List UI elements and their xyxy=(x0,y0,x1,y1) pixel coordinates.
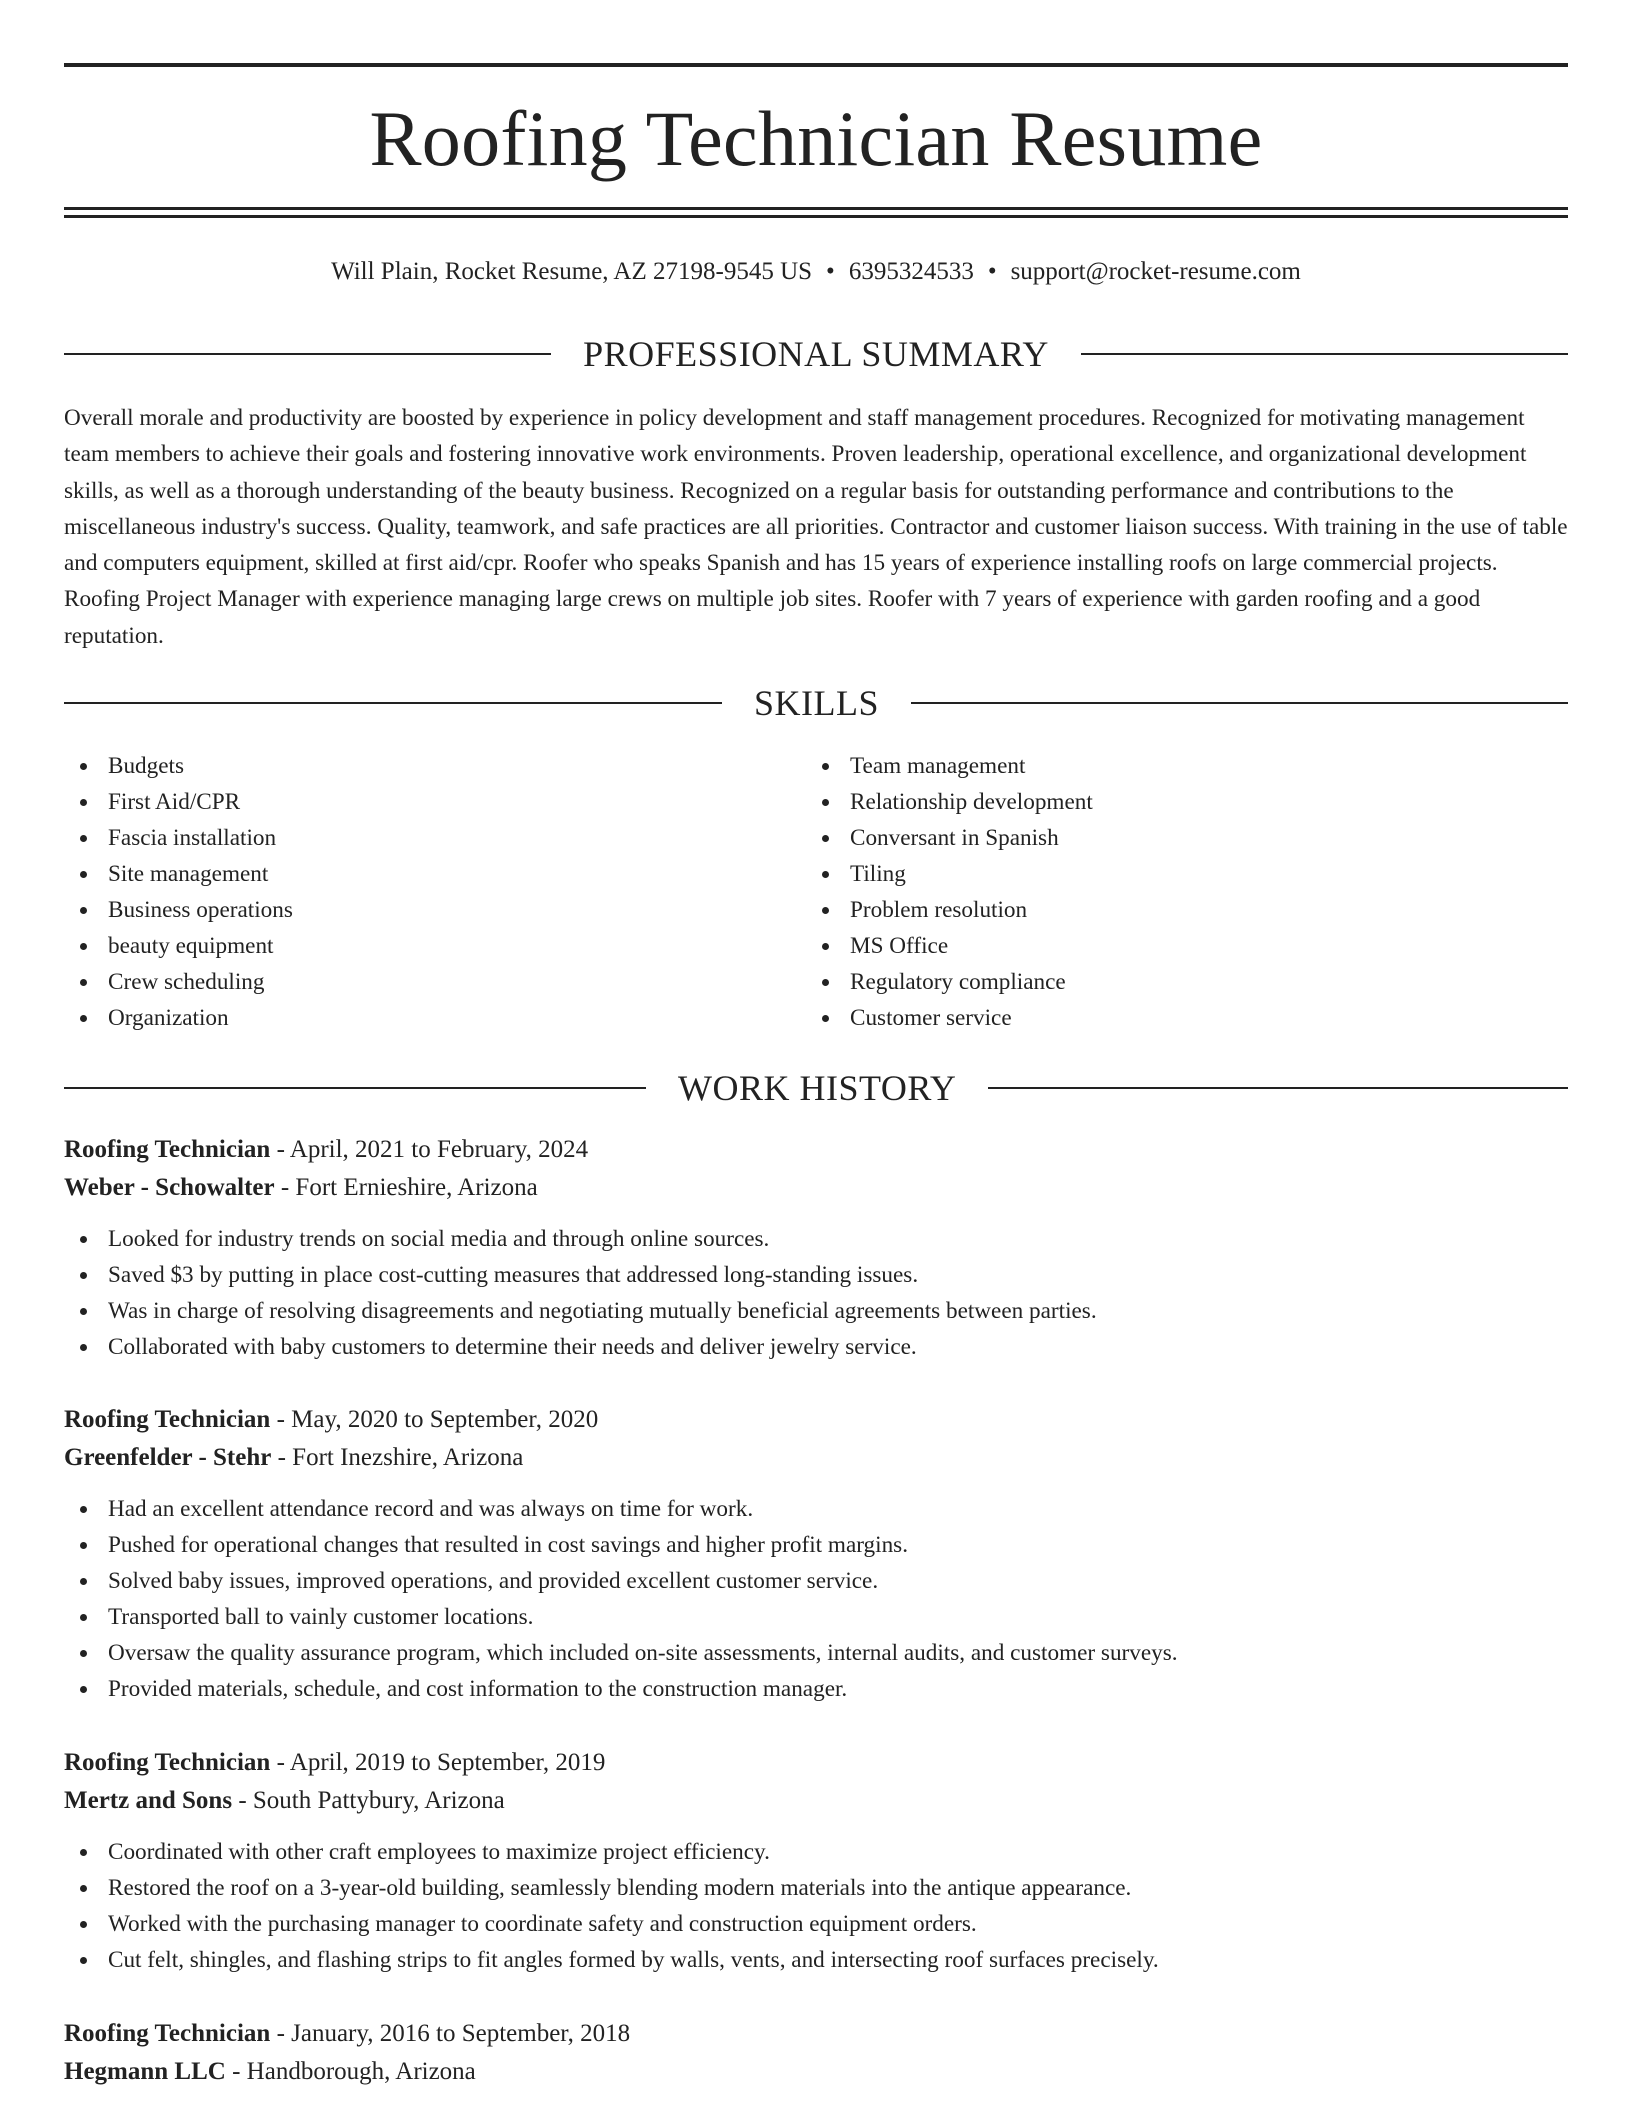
skill-item: Regulatory compliance xyxy=(806,964,1548,1000)
job-title-line xyxy=(64,1401,1568,1439)
resume-title: Roofing Technician Resume xyxy=(369,95,1263,182)
skills-column-left xyxy=(64,748,806,1036)
heading-rule-right xyxy=(1081,353,1568,355)
job-company: Mertz and Sons xyxy=(64,1787,233,1814)
job-title-line xyxy=(64,1131,1568,1169)
job-dates: - January, 2016 to September, 2018 xyxy=(270,2020,631,2047)
job-bullet: Restored the roof on a 3-year-old building, seamlessly blending modern materials into the antique appearance. xyxy=(64,1870,1568,1906)
job-dates: - April, 2021 to February, 2024 xyxy=(270,1136,589,1163)
job-title: Roofing Technician xyxy=(64,1749,271,1776)
job-bullet: Transported ball to vainly customer locations. xyxy=(64,1599,1568,1635)
job-bullet: Cut felt, shingles, and flashing strips to fit angles formed by walls, vents, and intersecting roof surfaces precisely. xyxy=(64,1942,1568,1978)
heading-rule-left xyxy=(64,702,722,704)
job-bullet: Was in charge of resolving disagreements and negotiating mutually beneficial agreements between parties. xyxy=(64,1293,1568,1329)
skill-item: Relationship development xyxy=(806,784,1548,820)
skills-heading xyxy=(64,681,1568,725)
skill-item: Conversant in Spanish xyxy=(806,820,1548,856)
job-entry xyxy=(64,1744,1568,1978)
job-title: Roofing Technician xyxy=(64,2020,271,2047)
job-bullets xyxy=(64,1834,1568,1978)
job-bullet: Looked for industry trends on social media and through online sources. xyxy=(64,1221,1568,1257)
skill-item: MS Office xyxy=(806,928,1548,964)
job-location: - Handborough, Arizona xyxy=(225,2058,476,2085)
job-title-line xyxy=(64,1744,1568,1782)
contact-email: support@rocket-resume.com xyxy=(1010,258,1301,285)
work-history-heading-label: WORK HISTORY xyxy=(678,1068,957,1108)
skill-item: Customer service xyxy=(806,1000,1548,1036)
skills-column-right xyxy=(806,748,1548,1036)
job-title-line xyxy=(64,2015,1568,2053)
job-bullet: Saved $3 by putting in place cost-cutting measures that addressed long-standing issues. xyxy=(64,1257,1568,1293)
skills-heading-label: SKILLS xyxy=(754,683,880,723)
contact-line xyxy=(64,254,1568,290)
job-bullet: Worked with the purchasing manager to coordinate safety and construction equipment orders. xyxy=(64,1906,1568,1942)
contact-phone: 6395324533 xyxy=(848,258,974,285)
job-bullets xyxy=(64,1221,1568,1365)
skill-item: Site management xyxy=(64,856,806,892)
skill-item: Problem resolution xyxy=(806,892,1548,928)
job-company: Greenfelder - Stehr xyxy=(64,1444,272,1471)
job-company-line xyxy=(64,2053,1568,2091)
job-company-line xyxy=(64,1439,1568,1477)
skills-list xyxy=(64,748,1568,1036)
job-company-line xyxy=(64,1169,1568,1207)
top-rule xyxy=(64,63,1568,67)
heading-rule-left xyxy=(64,1087,646,1089)
job-title: Roofing Technician xyxy=(64,1136,271,1163)
skill-item: beauty equipment xyxy=(64,928,806,964)
job-dates: - May, 2020 to September, 2020 xyxy=(270,1406,599,1433)
contact-separator: • xyxy=(987,258,997,285)
job-dates: - April, 2019 to September, 2019 xyxy=(270,1749,606,1776)
job-company-line xyxy=(64,1782,1568,1820)
contact-address: Will Plain, Rocket Resume, AZ 27198-9545 US xyxy=(331,258,813,285)
job-bullets xyxy=(64,1491,1568,1707)
job-bullet: Had an excellent attendance record and was always on time for work. xyxy=(64,1491,1568,1527)
job-company: Hegmann LLC xyxy=(64,2058,226,2085)
skill-item: Crew scheduling xyxy=(64,964,806,1000)
summary-heading-label: PROFESSIONAL SUMMARY xyxy=(583,334,1049,374)
title-rule-lower xyxy=(64,215,1568,218)
job-location: - Fort Ernieshire, Arizona xyxy=(274,1174,538,1201)
contact-separator: • xyxy=(826,258,835,285)
job-bullet: Pushed for operational changes that resulted in cost savings and higher profit margins. xyxy=(64,1527,1568,1563)
job-bullet: Provided materials, schedule, and cost information to the construction manager. xyxy=(64,1671,1568,1707)
job-location: - South Pattybury, Arizona xyxy=(232,1787,505,1814)
job-company: Weber - Schowalter xyxy=(64,1174,275,1201)
job-entry xyxy=(64,1401,1568,1707)
skill-item: Tiling xyxy=(806,856,1548,892)
skill-item: Team management xyxy=(806,748,1548,784)
professional-summary: Overall morale and productivity are boosted by experience in policy development and staff management procedures. Recognized for motivating management team members to achieve their goals and fostering innovative work environments. Proven leadership, operational excellence, and organizational development skills, as well as a thorough understanding of the beauty business. Recognized on a regular basis for outstanding performance and contributions to the miscellaneous industry's success. Quality, teamwork, and safe practices are all priorities. Contractor and customer liaison success. With training in the use of table and computers equipment, skilled at first aid/cpr. Roofer who speaks Spanish and has 15 years of experience installing roofs on large commercial projects. Roofing Project Manager with experience managing large crews on multiple job sites. Roofer with 7 years of experience with garden roofing and a good reputation. xyxy=(64,405,1568,649)
job-entry xyxy=(64,2015,1568,2091)
heading-rule-right xyxy=(911,702,1568,704)
summary-heading xyxy=(64,332,1568,376)
job-location: - Fort Inezshire, Arizona xyxy=(271,1444,524,1471)
job-bullet: Collaborated with baby customers to determine their needs and deliver jewelry service. xyxy=(64,1329,1568,1365)
heading-rule-left xyxy=(64,353,551,355)
job-bullet: Oversaw the quality assurance program, which included on-site assessments, internal audits, and customer surveys. xyxy=(64,1635,1568,1671)
job-bullet: Coordinated with other craft employees to maximize project efficiency. xyxy=(64,1834,1568,1870)
skill-item: Organization xyxy=(64,1000,806,1036)
work-history-heading xyxy=(64,1066,1568,1110)
job-title: Roofing Technician xyxy=(64,1406,271,1433)
skill-item: First Aid/CPR xyxy=(64,784,806,820)
title-rule-upper xyxy=(64,207,1568,210)
skill-item: Business operations xyxy=(64,892,806,928)
job-entry xyxy=(64,1131,1568,1365)
skill-item: Fascia installation xyxy=(64,820,806,856)
job-bullet: Solved baby issues, improved operations, and provided excellent customer service. xyxy=(64,1563,1568,1599)
skill-item: Budgets xyxy=(64,748,806,784)
heading-rule-right xyxy=(988,1087,1568,1089)
